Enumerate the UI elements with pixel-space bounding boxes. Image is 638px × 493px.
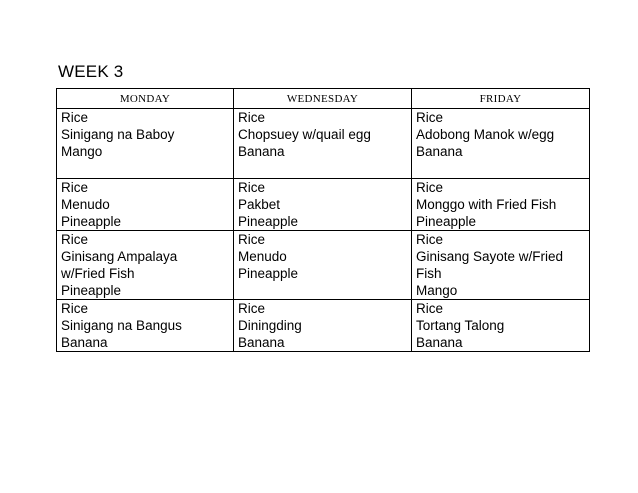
dish: Ginisang Sayote w/Fried [416, 249, 564, 264]
dish: Mango [61, 144, 103, 159]
monday-cell [57, 109, 234, 179]
table-row [57, 179, 590, 231]
dish: Rice [61, 110, 89, 125]
dish: Rice [238, 180, 266, 195]
dish: Rice [416, 232, 444, 247]
dish: Rice [416, 180, 444, 195]
column-header-wednesday: WEDNESDAY [234, 89, 412, 109]
column-header-monday: MONDAY [57, 89, 234, 109]
dish: Adobong Manok w/egg [416, 127, 555, 142]
table-row [57, 300, 590, 352]
monday-cell [57, 231, 234, 300]
dish: Pineapple [61, 283, 122, 298]
table-row [57, 109, 590, 179]
friday-cell [412, 300, 590, 352]
dish: Banana [238, 144, 285, 159]
dish: Rice [61, 232, 89, 247]
wednesday-cell [234, 300, 412, 352]
dish: Banana [416, 335, 463, 350]
week-title: WEEK 3 [58, 62, 124, 81]
dish: Tortang Talong [416, 318, 505, 333]
dish: Banana [61, 335, 108, 350]
dish: Chopsuey w/quail egg [238, 127, 371, 142]
dish: Mango [416, 283, 458, 298]
dish: Diningding [238, 318, 302, 333]
dish: Menudo [238, 249, 287, 264]
dish: Sinigang na Baboy [61, 127, 175, 142]
dish: Pineapple [61, 214, 122, 229]
wednesday-cell [234, 231, 412, 300]
table-row [57, 231, 590, 300]
dish: Sinigang na Bangus [61, 318, 182, 333]
dish: Rice [238, 301, 266, 316]
dish: Rice [61, 180, 89, 195]
dish: Monggo with Fried Fish [416, 197, 557, 212]
monday-cell [57, 179, 234, 231]
dish: Rice [416, 301, 444, 316]
dish: Menudo [61, 197, 110, 212]
friday-cell [412, 179, 590, 231]
header-row [57, 89, 590, 109]
dish: Pakbet [238, 197, 281, 212]
dish: Pineapple [238, 214, 299, 229]
dish: Rice [61, 301, 89, 316]
dish: Rice [238, 232, 266, 247]
meal-plan-table [56, 88, 590, 352]
friday-cell [412, 231, 590, 300]
dish: Banana [416, 144, 463, 159]
monday-cell [57, 300, 234, 352]
dish: Rice [416, 110, 444, 125]
column-header-friday: FRIDAY [412, 89, 590, 109]
dish: Fish [416, 266, 442, 281]
wednesday-cell [234, 179, 412, 231]
dish: Pineapple [416, 214, 477, 229]
dish: Ginisang Ampalaya [61, 249, 178, 264]
wednesday-cell [234, 109, 412, 179]
friday-cell [412, 109, 590, 179]
dish: w/Fried Fish [61, 266, 135, 281]
dish: Rice [238, 110, 266, 125]
dish: Pineapple [238, 266, 299, 281]
dish: Banana [238, 335, 285, 350]
